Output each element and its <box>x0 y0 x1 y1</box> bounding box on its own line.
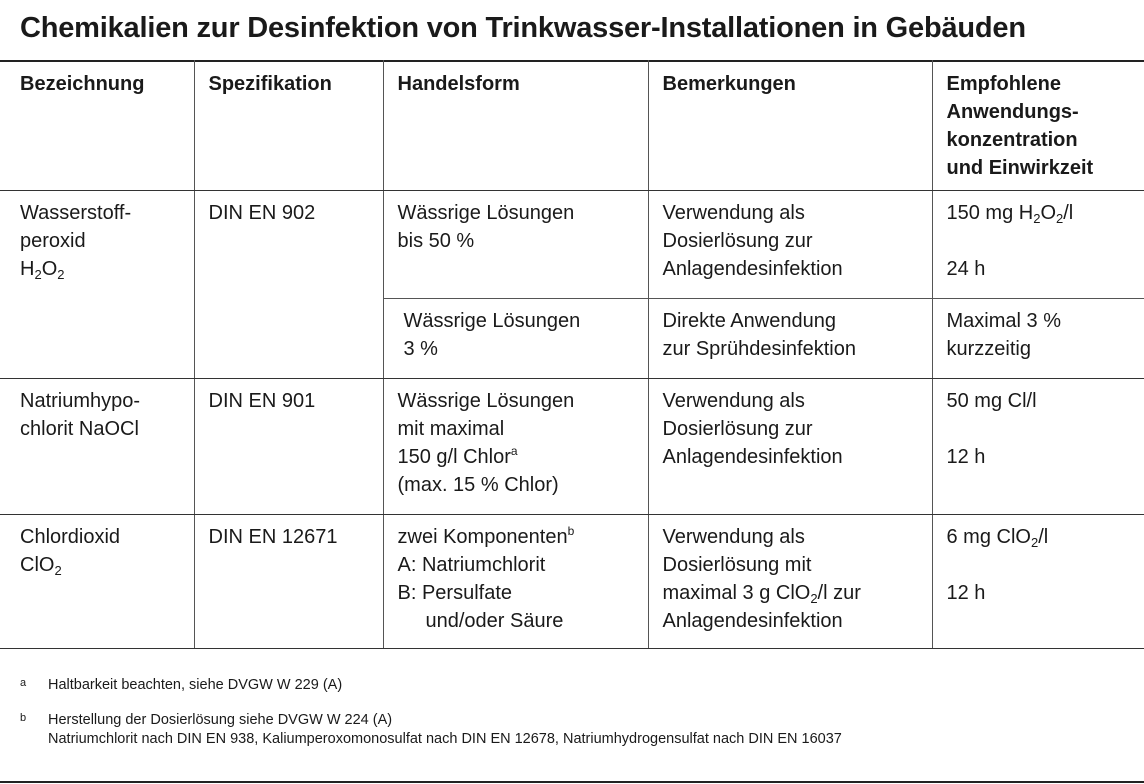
table-row-clo2 <box>0 515 1144 649</box>
page-title: Chemikalien zur Desinfektion von Trinkwasser-Installationen in Gebäuden <box>20 12 1026 44</box>
cell-spec-clo2: DIN EN 12671 <box>194 515 383 649</box>
cell-remark-naocl: Verwendung als Dosierlösung zur Anlagendesinfektion <box>648 379 932 515</box>
table-row-naocl <box>0 379 1144 515</box>
cell-form-naocl: Wässrige Lösungen mit maximal 150 g/l Chlor$^a$ (max. 15 % Chlor) <box>383 379 648 515</box>
cell-name-h2o2: Wasserstoff- peroxid $H_2O_2$ <box>0 191 194 379</box>
header-empfohlene-konzentration: Empfohlene Anwendungs- konzentration und Einwirkzeit <box>932 60 1144 191</box>
footnote-ref-b: b <box>567 524 575 538</box>
formula-h2o2: $H_2O_2$ <box>20 258 65 282</box>
footnote-a <box>20 676 842 695</box>
formula-clo2: ClO$_2$ <box>20 554 62 578</box>
cell-conc-h2o2-2: Maximal 3 % kurzzeitig <box>932 299 1144 379</box>
cell-form-clo2: zwei Komponenten$^b$ A: Natriumchlorit B: Persulfate und/oder Säure <box>383 515 648 649</box>
header-handelsform: Handelsform <box>383 60 648 191</box>
footnote-mark-a: a <box>20 677 27 689</box>
cell-remark-h2o2-2: Direkte Anwendung zur Sprühdesinfektion <box>648 299 932 379</box>
conc-h2o2-1: 150 mg $H_2O_2/l$ <box>946 202 1074 226</box>
header-bezeichnung: Bezeichnung <box>0 60 194 191</box>
header-spezifikation: Spezifikation <box>194 60 383 191</box>
chemicals-table <box>0 60 1144 649</box>
footnote-text-b-1: Herstellung der Dosierlösung siehe DVGW W 224 (A) <box>48 712 393 728</box>
cell-name-naocl: Natriumhypo- chlorit NaOCl <box>0 379 194 515</box>
cell-spec-naocl: DIN EN 901 <box>194 379 383 515</box>
cell-name-clo2: Chlordioxid ClO$_2$ <box>0 515 194 649</box>
cell-remark-h2o2-1: Verwendung als Dosierlösung zur Anlagendesinfektion <box>648 191 932 299</box>
footnotes <box>20 676 842 765</box>
footnote-text-b-2: Natriumchlorit nach DIN EN 938, Kaliumperoxomonosulfat nach DIN EN 12678, Natriumhydrogensulfat nach DIN EN 16037 <box>48 731 842 747</box>
cell-form-h2o2-2: Wässrige Lösungen 3 % <box>383 299 648 379</box>
cell-conc-naocl: 50 mg Cl/l 12 h <box>932 379 1144 515</box>
cell-conc-clo2: 6 mg ClO$_2$/l 12 h <box>932 515 1144 649</box>
bottom-rule <box>0 781 1144 783</box>
time-h2o2-1: 24 h <box>946 258 986 280</box>
header-row <box>0 60 1144 191</box>
footnote-text-a: Haltbarkeit beachten, siehe DVGW W 229 (A) <box>48 677 343 693</box>
header-bemerkungen: Bemerkungen <box>648 60 932 191</box>
cell-conc-h2o2-1 <box>932 191 1144 299</box>
cell-spec-h2o2: DIN EN 902 <box>194 191 383 379</box>
table-row-h2o2-1 <box>0 191 1144 299</box>
cell-remark-clo2: Verwendung als Dosierlösung mit maximal 3 g ClO$_2$/l zur Anlagendesinfektion <box>648 515 932 649</box>
cell-form-h2o2-1: Wässrige Lösungen bis 50 % <box>383 191 648 299</box>
footnote-mark-b: b <box>20 712 27 724</box>
footnote-ref-a: a <box>510 444 518 458</box>
footnote-b <box>20 711 842 749</box>
